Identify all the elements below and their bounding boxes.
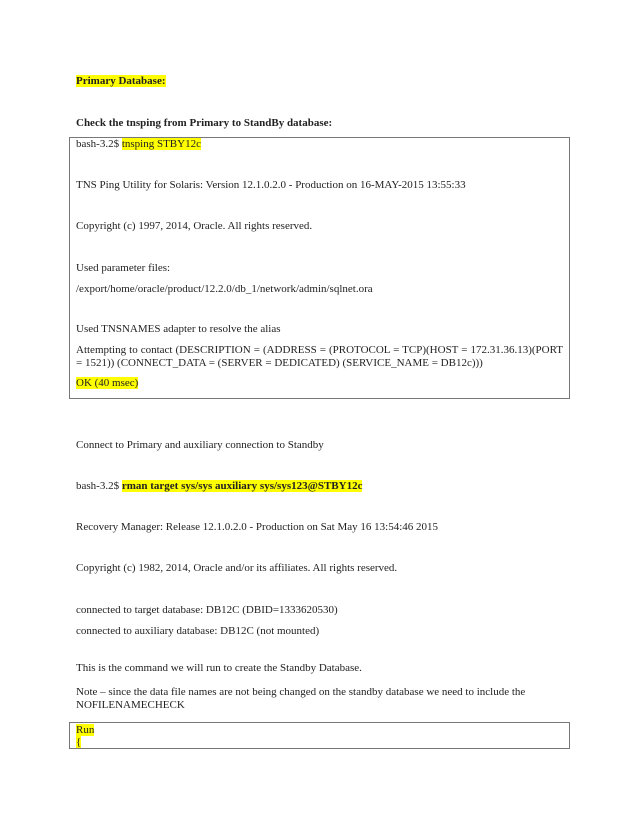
command-intro: This is the command we will run to create the Standby Database.: [76, 662, 362, 674]
tnsping-copyright: Copyright (c) 1997, 2014, Oracle. All rights reserved.: [76, 220, 313, 232]
run-box: [69, 722, 570, 749]
target-connection: connected to target database: DB12C (DBID=1333620530): [76, 604, 338, 616]
param-file-path: /export/home/oracle/product/12.2.0/db_1/network/admin/sqlnet.ora: [76, 283, 373, 295]
rman-version: Recovery Manager: Release 12.1.0.2.0 - Production on Sat May 16 13:54:46 2015: [76, 521, 439, 533]
section-heading: Primary Database:: [76, 75, 166, 87]
param-files-label: Used parameter files:: [76, 262, 171, 274]
tnsping-version: TNS Ping Utility for Solaris: Version 12.1.0.2.0 - Production on 16-MAY-2015 13:55:33: [76, 179, 466, 191]
note: Note – since the data file names are not being changed on the standby database we need to include the NOFILENAMECHECK: [76, 686, 526, 711]
brace-line: {: [76, 736, 82, 748]
tnsping-command-line: bash-3.2$ tnsping STBY12c: [76, 138, 201, 150]
tnsping-heading: Check the tnsping from Primary to StandBy database:: [76, 117, 333, 129]
connect-intro: Connect to Primary and auxiliary connection to Standby: [76, 439, 324, 451]
rman-command-line: bash-3.2$ rman target sys/sys auxiliary sys/sys123@STBY12c: [76, 480, 363, 492]
adapter-line: Used TNSNAMES adapter to resolve the alias: [76, 323, 281, 335]
attempt-line: Attempting to contact (DESCRIPTION = (ADDRESS = (PROTOCOL = TCP)(HOST = 172.31.36.13)(PORT = 1521)) (CONNECT_DATA = (SERVER = DEDICATED) (SERVICE_NAME = DB12c))): [76, 344, 563, 369]
rman-copyright: Copyright (c) 1982, 2014, Oracle and/or its affiliates. All rights reserved.: [76, 562, 398, 574]
auxiliary-connection: connected to auxiliary database: DB12C (not mounted): [76, 625, 320, 637]
run-line: Run: [76, 724, 95, 736]
tnsping-result: OK (40 msec): [76, 377, 139, 389]
